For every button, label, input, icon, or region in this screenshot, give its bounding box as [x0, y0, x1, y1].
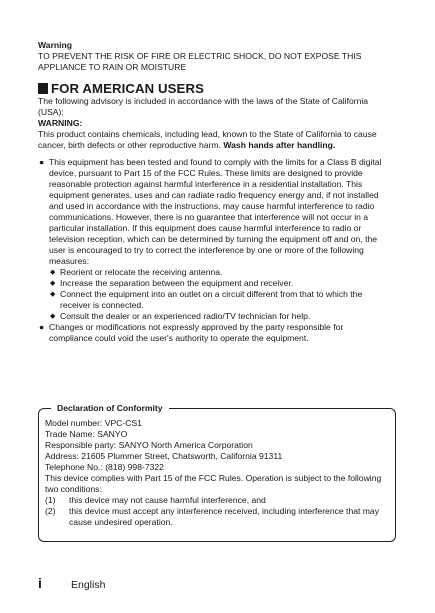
measure-text: Connect the equipment into an outlet on a circuit different from that to which the receiver is connected. — [60, 289, 363, 310]
condition-text: this device may not cause harmful interference, and — [69, 495, 266, 505]
measure-text: Reorient or relocate the receiving antenna. — [60, 267, 223, 277]
california-warning-label: WARNING: — [38, 118, 83, 128]
model-number: Model number: VPC-CS1 — [45, 418, 142, 428]
fcc-bullet-list — [38, 157, 388, 344]
warning-text: TO PREVENT THE RISK OF FIRE OR ELECTRIC SHOCK, DO NOT EXPOSE THIS APPLIANCE TO RAIN OR MOISTURE — [38, 51, 362, 72]
section-title: FOR AMERICAN USERS — [51, 81, 204, 96]
california-warning-text — [38, 129, 388, 151]
fcc-compliance-text: This equipment has been tested and found to comply with the limits for a Class B digital device, pursuant to Part 15 of the FCC Rules. These limits are designed to provide reasonable protection against harmful interference in a residential installation. This equipment generates, uses and can radiate radio frequency energy and, if not installed and used in accordance with the instructions, may cause harmful interference to radio communications. However, there is no guarantee that interference will not occur in a particular installation. If this equipment does cause harmful interference to radio or television reception, which can be determined by turning the equipment off and on, the user is encouraged to try to correct the interference by one or more of the following measures: — [49, 157, 382, 266]
square-bullet-icon — [38, 83, 48, 94]
address: Address: 21605 Plummer Street, Chatsworth, California 91311 — [45, 451, 283, 461]
wash-hands-text: Wash hands after handling. — [223, 140, 336, 150]
telephone: Telephone No.: (818) 998-7322 — [45, 462, 164, 472]
warning-title: Warning — [38, 40, 73, 50]
condition-item — [45, 506, 389, 528]
list-item — [49, 289, 388, 311]
measure-text: Increase the separation between the equipment and receiver. — [60, 278, 294, 288]
list-item — [49, 278, 388, 289]
small-bullet-icon: ◆ — [50, 280, 56, 287]
modifications-text: Changes or modifications not expressly approved by the party responsible for compliance could void the user's authority to operate the equipment. — [49, 322, 344, 343]
section-intro: The following advisory is included in accordance with the laws of the State of California (USA): — [38, 96, 369, 117]
measure-text: Consult the dealer or an experienced radio/TV technician for help. — [60, 311, 311, 321]
condition-text: this device must accept any interference received, including interference that may cause undesired operation. — [69, 506, 380, 527]
bullet-dot-icon: ● — [39, 322, 45, 332]
page-number: i — [38, 575, 42, 591]
list-item — [49, 311, 388, 322]
bullet-dot-icon: ● — [39, 157, 45, 167]
declaration-body — [45, 418, 389, 528]
list-item — [38, 157, 388, 322]
declaration-title: Declaration of Conformity — [51, 402, 169, 414]
page-footer — [38, 575, 105, 591]
condition-number: (1) — [45, 495, 56, 505]
page-content — [38, 40, 388, 344]
responsible-party: Responsible party: SANYO North America Corporation — [45, 440, 253, 450]
condition-item — [45, 495, 389, 506]
declaration-of-conformity-box — [38, 403, 396, 542]
measures-list — [49, 267, 388, 322]
list-item — [49, 267, 388, 278]
trade-name: Trade Name: SANYO — [45, 429, 128, 439]
compliance-statement: This device complies with Part 15 of the FCC Rules. Operation is subject to the following two conditions: — [45, 473, 382, 494]
small-bullet-icon: ◆ — [50, 291, 56, 298]
small-bullet-icon: ◆ — [50, 269, 56, 276]
list-item — [38, 322, 388, 344]
section-heading — [38, 81, 388, 96]
condition-number: (2) — [45, 506, 56, 516]
small-bullet-icon: ◆ — [50, 313, 56, 320]
language-label: English — [71, 579, 106, 591]
warning-body: This product contains chemicals, including lead, known to the State of California to cause cancer, birth defects or other reproductive harm. — [38, 129, 377, 150]
